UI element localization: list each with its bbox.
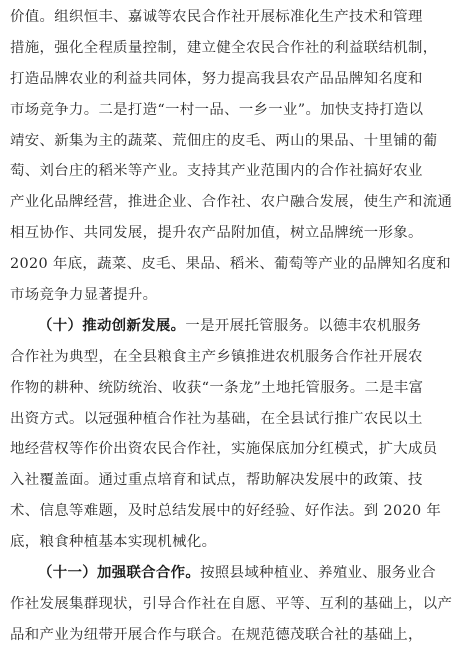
text-line: 打造品牌农业的利益共同体，努力提高我县农产品品牌知名度和 [10, 70, 423, 87]
text-line: 品和产业为纽带开展合作与联合。在规范德茂联合社的基础上， [10, 626, 423, 643]
text-line: 措施，强化全程质量控制，建立健全农民合作社的利益联结机制， [10, 39, 438, 56]
text-line: 入社覆盖面。通过重点培育和试点，帮助解决发展中的政策、技 [10, 472, 423, 489]
text-line: 价值。组织恒丰、嘉诚等农民合作社开展标准化生产技术和管理 [10, 9, 423, 25]
section-11-heading: （十一）加强联合合作。 [38, 564, 201, 582]
text-line: 市场竞争力。二是打造“一村一品、一乡一业”。加快支持打造以 [10, 101, 424, 118]
section-10-heading: （十）推动创新发展。 [38, 316, 186, 334]
section-11 [10, 558, 452, 651]
text-line: 作社发展集群现状，引导合作社在自愿、平等、互利的基础上，以产 [10, 595, 452, 612]
text-line: 底，粮食种植基本实现机械化。 [10, 534, 217, 551]
text-line: 2020 年底，蔬菜、皮毛、果品、稻米、葡萄等产业的品牌知名度和 [10, 256, 451, 273]
text-line: 合作社为典型，在全县粮食主产乡镇推进农机服务合作社开展农 [10, 348, 423, 365]
paragraph-1 [10, 2, 452, 311]
text-line: 术、信息等难题，及时总结发展中的好经验、好作法。到 2020 年 [10, 503, 442, 520]
section-11-first-line-text: 按照县域种植业、养殖业、服务业合 [200, 565, 437, 582]
text-line: 作物的耕种、统防统治、收获“一条龙”土地托管服务。二是丰富 [10, 379, 424, 396]
text-line: 产业化品牌经营，推进企业、合作社、农户融合发展，使生产和流通 [10, 194, 452, 211]
text-line: 萄、刘台庄的稻米等产业。支持其产业范围内的合作社搞好农业 [10, 163, 423, 180]
text-line: 相互协作、共同发展，提升农产品附加值，树立品牌统一形象。 [10, 225, 423, 242]
text-line: 出资方式。以冠强种植合作社为基础，在全县试行推广农民以土 [10, 410, 423, 427]
text-line: 靖安、新集为主的蔬菜、荒佃庄的皮毛、两山的果品、十里铺的葡 [10, 132, 438, 149]
section-10-first-line-text: 一是开展托管服务。以德丰农机服务 [185, 317, 422, 334]
section-10-first-line [10, 311, 422, 342]
section-10 [10, 311, 442, 558]
text-line: 地经营权等作价出资农民合作社，实施保底加分红模式，扩大成员 [10, 441, 438, 458]
text-line: 市场竞争力显著提升。 [10, 287, 158, 304]
section-11-first-line [10, 558, 437, 589]
